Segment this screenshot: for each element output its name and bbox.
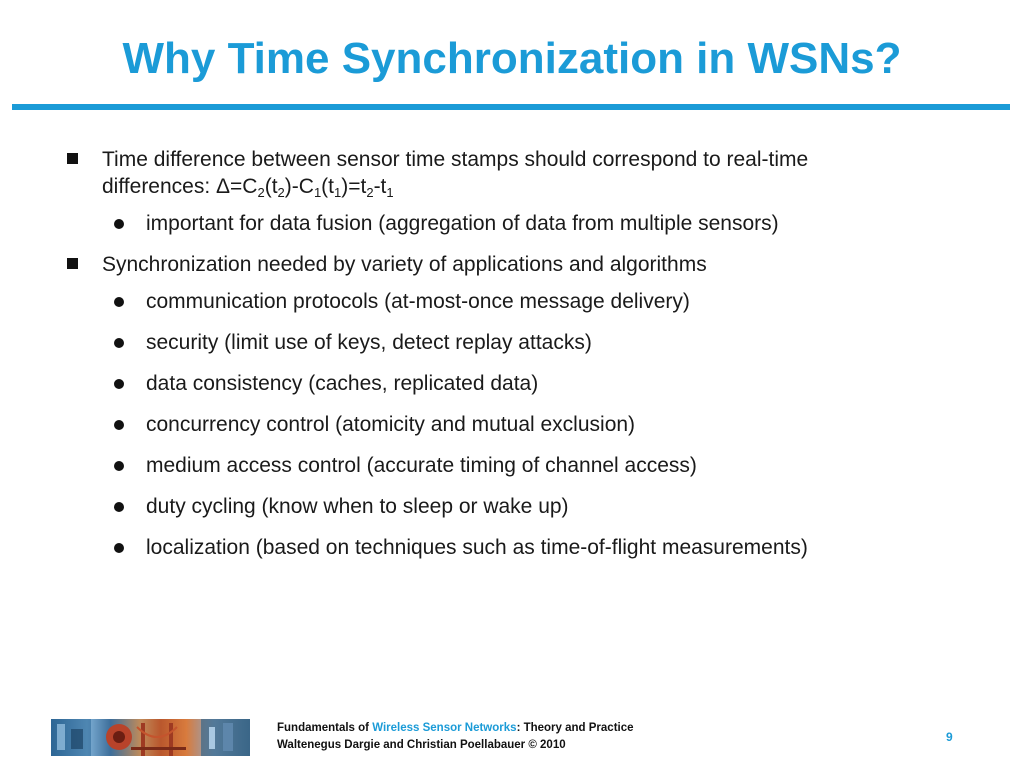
sub-bullet-text: localization (based on techniques such as time-of-flight measurements) (146, 536, 808, 559)
bullet-item (60, 251, 980, 278)
sub-bullet-text: concurrency control (atomicity and mutual exclusion) (146, 413, 636, 436)
square-bullet-icon (67, 258, 78, 269)
square-bullet-icon (67, 153, 78, 164)
footer-credits (277, 720, 634, 754)
footer-book-title: Wireless Sensor Networks (372, 722, 517, 734)
sub-bullet-item (102, 411, 980, 438)
sub-bullet-text: communication protocols (at-most-once message delivery) (146, 290, 690, 313)
round-bullet-icon (114, 338, 124, 348)
round-bullet-icon (114, 502, 124, 512)
sub-bullet-text: duty cycling (know when to sleep or wake up) (146, 495, 569, 518)
sub-bullet-item (102, 370, 980, 397)
footer-line1: Fundamentals of Wireless Sensor Networks: Theory and Practice (277, 722, 634, 734)
bullet-text: Synchronization needed by variety of applications and algorithms (102, 253, 707, 276)
sub-bullet-item (102, 534, 980, 561)
sub-bullet-item (102, 452, 980, 479)
sub-bullet-item (102, 329, 980, 356)
bullet-text-line1: Time difference between sensor time stamps should correspond to real-time (102, 148, 809, 171)
round-bullet-icon (114, 379, 124, 389)
sub-bullet-text: medium access control (accurate timing of channel access) (146, 454, 697, 477)
page-number: 9 (946, 730, 953, 744)
footer-banner-image (51, 719, 250, 756)
footer-line2: Waltenegus Dargie and Christian Poellabauer © 2010 (277, 739, 566, 751)
round-bullet-icon (114, 219, 124, 229)
slide-content (60, 146, 980, 575)
bullet-item (60, 146, 980, 200)
round-bullet-icon (114, 543, 124, 553)
sub-bullet-text: data consistency (caches, replicated data) (146, 372, 539, 395)
slide-title: Why Time Synchronization in WSNs? (122, 34, 902, 83)
sub-bullet-text: security (limit use of keys, detect replay attacks) (146, 331, 592, 354)
title-divider (12, 104, 1010, 110)
sub-bullet-item (102, 493, 980, 520)
bullet-text-formula: differences: $\Delta=C_2(t_2)-C_1(t_1)=t_2-t_1$ (102, 175, 394, 200)
round-bullet-icon (114, 461, 124, 471)
round-bullet-icon (114, 297, 124, 307)
sub-bullet-item (102, 210, 980, 237)
sub-bullet-item (102, 288, 980, 315)
sub-bullet-text: important for data fusion (aggregation of data from multiple sensors) (146, 212, 779, 235)
round-bullet-icon (114, 420, 124, 430)
